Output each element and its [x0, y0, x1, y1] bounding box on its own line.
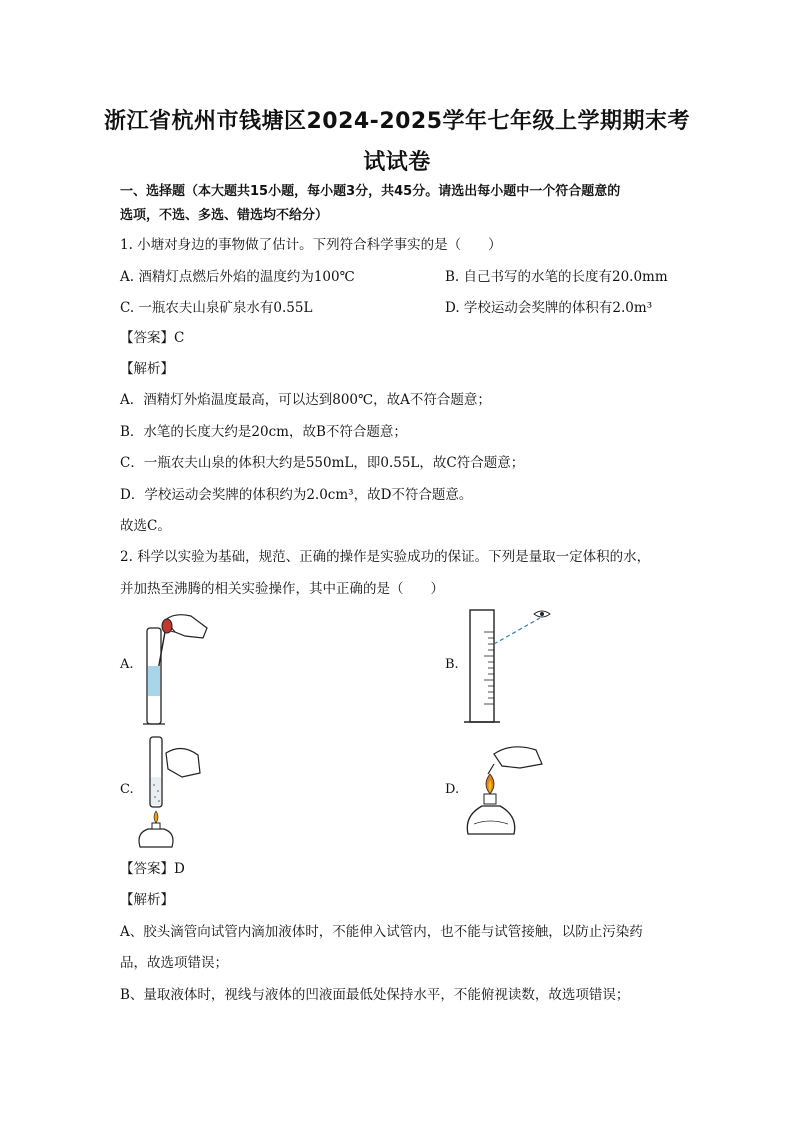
question-1-conclusion: 故选C。	[120, 518, 171, 534]
question-1-answer: 【答案】C	[120, 330, 185, 346]
question-2-stem-continued: 并加热至沸腾的相关实验操作，其中正确的是（ ）	[120, 581, 444, 597]
figure-b-label: B.	[445, 657, 459, 672]
question-1-analysis-line: D．学校运动会奖牌的体积约为2.0cm³，故D不符合题意。	[120, 487, 473, 503]
question-1-option-d: D. 学校运动会奖牌的体积有2.0m³	[445, 300, 653, 316]
question-1-analysis-line: C．一瓶农夫山泉的体积大约是550mL，即0.55L，故C符合题意；	[120, 455, 525, 471]
page-title: 浙江省杭州市钱塘区2024-2025学年七年级上学期期末考	[103, 109, 691, 134]
figure-d-label: D.	[445, 782, 460, 797]
question-1-stem: 1. 小塘对身边的事物做了估计。下列符合科学事实的是（ ）	[120, 237, 502, 253]
figure-d-lighting-lamp	[462, 740, 552, 840]
question-1-option-a: A. 酒精灯点燃后外焰的温度约为100℃	[120, 269, 355, 285]
section-heading: 一、选择题（本大题共15小题，每小题3分，共45分。请选出每小题中一个符合题意的	[120, 184, 621, 199]
question-2-analysis-line: A、胶头滴管向试管内滴加液体时，不能伸入试管内，也不能与试管接触，以防止污染药	[120, 924, 643, 940]
figure-a-label: A.	[120, 657, 134, 672]
question-2-analysis-line: B、量取液体时，视线与液体的凹液面最低处保持水平，不能俯视读数，故选项错误；	[120, 987, 630, 1003]
figure-b-cylinder-reading	[462, 604, 562, 728]
question-2-stem: 2. 科学以实验为基础，规范、正确的操作是实验成功的保证。下列是量取一定体积的水，	[120, 549, 651, 565]
question-1-analysis-title: 【解析】	[120, 361, 174, 377]
question-1-analysis-line: A．酒精灯外焰温度最高，可以达到800℃，故A不符合题意；	[120, 392, 491, 408]
question-2-answer: 【答案】D	[120, 861, 185, 877]
figure-a-dropper-in-tube	[135, 606, 215, 726]
question-1-option-c: C. 一瓶农夫山泉矿泉水有0.55L	[120, 300, 313, 316]
question-2-analysis-title: 【解析】	[120, 892, 174, 908]
section-heading-continued: 选项，不选、多选、错选均不给分）	[120, 208, 329, 223]
page-title-continued: 试试卷	[363, 150, 431, 175]
question-2-analysis-line: 品，故选项错误；	[120, 955, 228, 971]
question-1-option-b: B. 自己书写的水笔的长度有20.0mm	[445, 269, 668, 285]
question-1-analysis-line: B．水笔的长度大约是20cm，故B不符合题意；	[120, 424, 407, 440]
figure-c-label: C.	[120, 782, 134, 797]
figure-c-heating-tube	[130, 733, 210, 851]
